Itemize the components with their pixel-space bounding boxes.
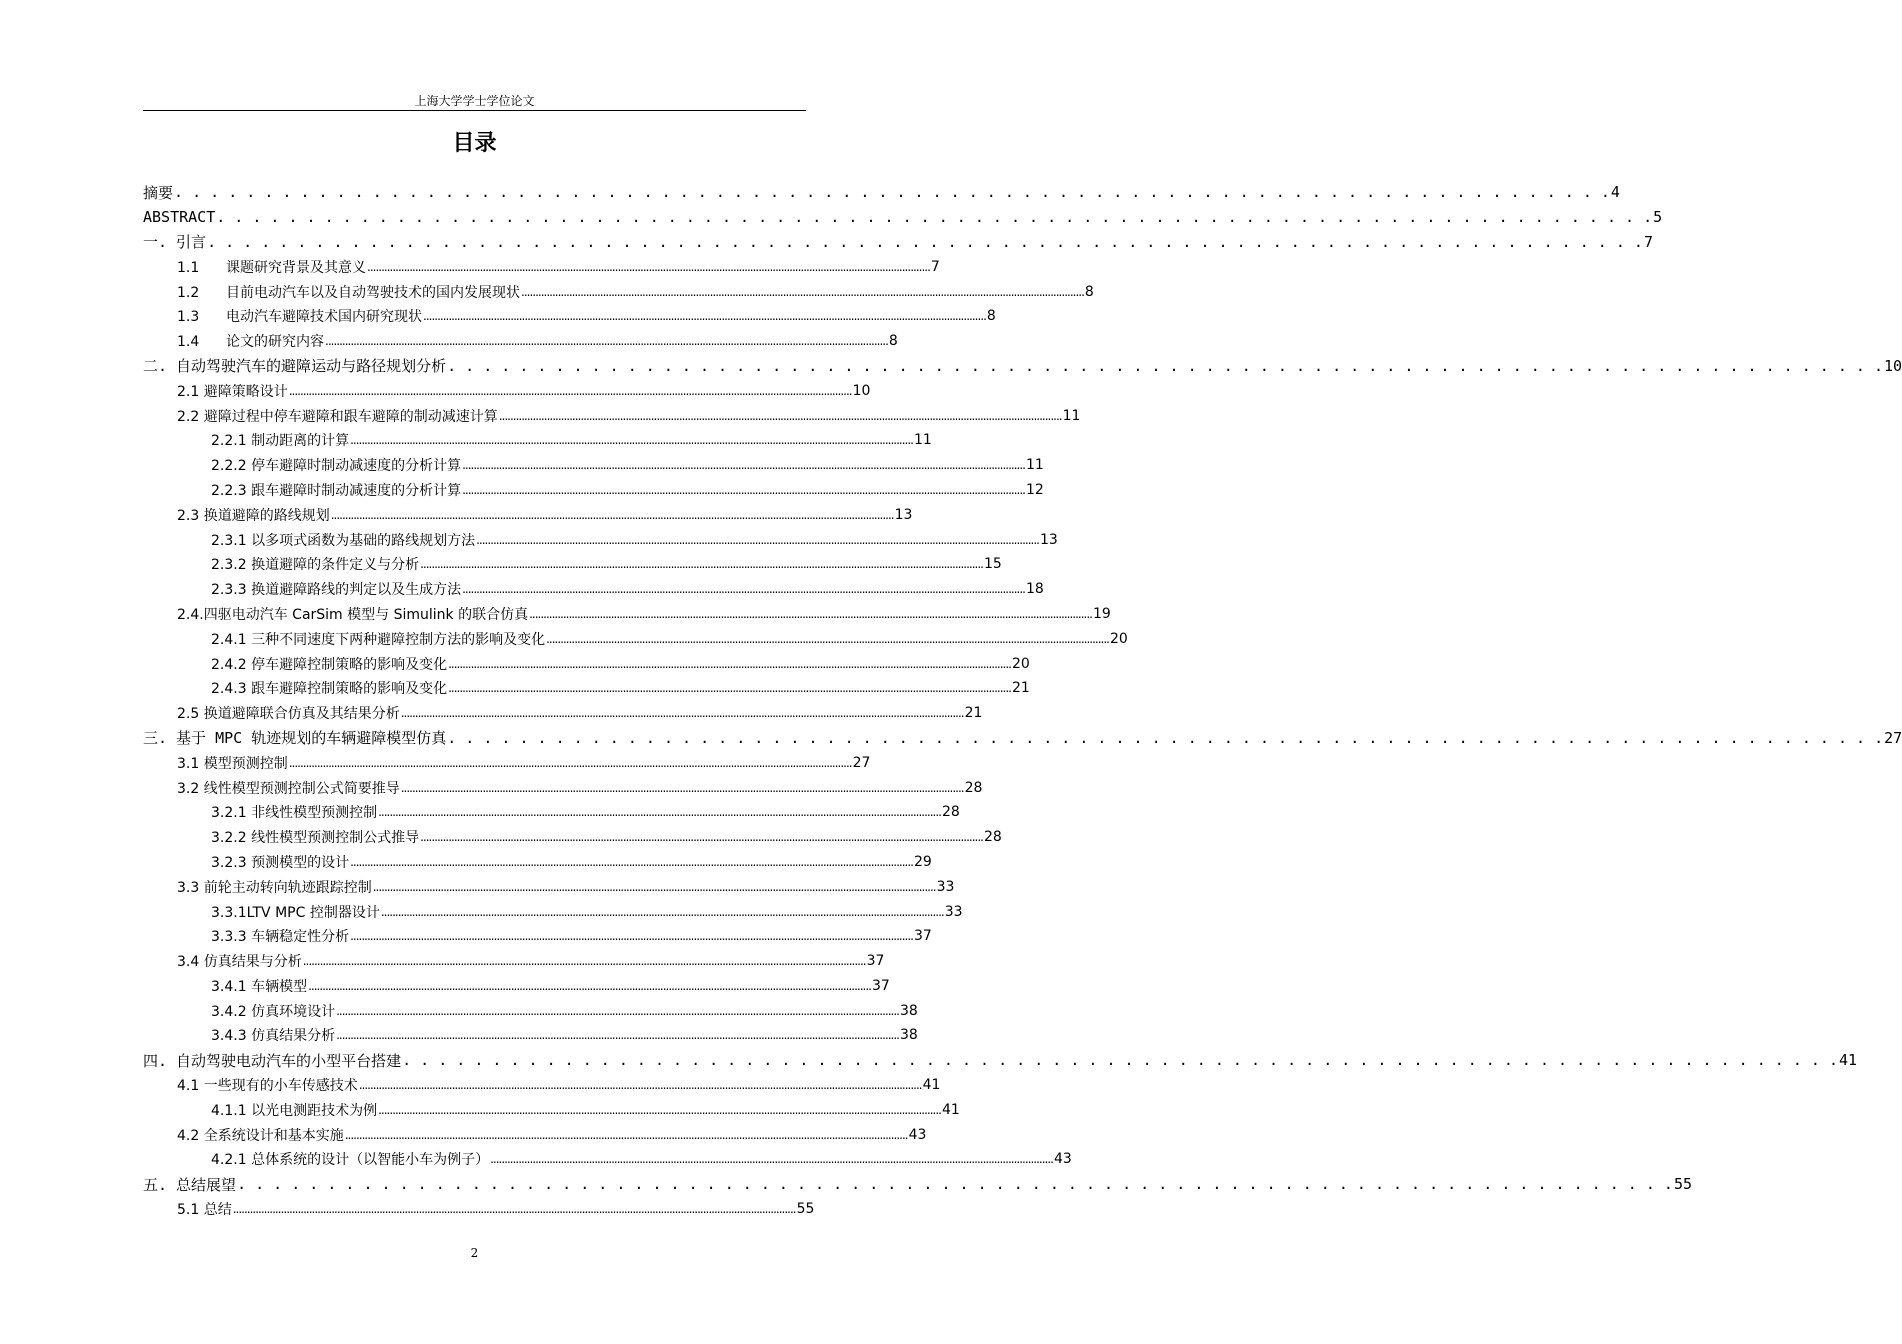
toc-entry[interactable]	[143, 304, 996, 329]
dot-leader: ........................................................................................................................................................................................................	[498, 408, 1062, 423]
toc-entry[interactable]	[143, 1073, 941, 1098]
toc-entry-page: 41	[1838, 1051, 1858, 1070]
toc-entry-label: 3.3.1LTV MPC 控制器设计	[211, 904, 380, 921]
toc-entry-page: 13	[1039, 531, 1058, 548]
toc-entry-label: 3.2.1 非线性模型预测控制	[211, 805, 378, 822]
toc-entry-label: 摘要	[143, 183, 174, 202]
toc-entry[interactable]	[143, 949, 885, 974]
toc-entry-page: 33	[936, 878, 955, 895]
toc-entry[interactable]	[143, 552, 1002, 577]
toc-title: 目录	[452, 131, 497, 156]
toc-entry-label: 4.1 一些现有的小车传感技术	[177, 1078, 358, 1095]
toc-entry-page: 21	[1011, 680, 1030, 697]
toc-entry-title	[177, 753, 288, 773]
toc-entry-page: 20	[1109, 630, 1128, 647]
toc-entry-label: 2.1 避障策略设计	[177, 383, 288, 400]
toc-entry-number: 1.4	[177, 334, 200, 351]
dot-leader: . . . . . . . . . . . . . . . . . . . . . . . . . . . . . . . . . . . . . . . . . . . . . . . . . . . . . . . . . . . . . . . . . . . . . . . . . . . . . . . .	[237, 1175, 1673, 1194]
dot-leader: ........................................................................................................................................................................................................	[546, 631, 1109, 646]
dot-leader: ........................................................................................................................................................................................................	[336, 1028, 899, 1043]
toc-entry-page: 41	[941, 1101, 960, 1118]
dot-leader: ........................................................................................................................................................................................................	[462, 458, 1025, 473]
toc-entry-label: 2.4.1 三种不同速度下两种避障控制方法的影响及变化	[211, 631, 546, 648]
dot-leader: . . . . . . . . . . . . . . . . . . . . . . . . . . . . . . . . . . . . . . . . . . . . . . . . . . . . . . . . . . . . . . . . . . . . . . . . . . . . . . . .	[402, 1051, 1838, 1070]
toc-entry-label: 3.2 线性模型预测控制公式简要推导	[177, 780, 400, 797]
toc-entry-number: 1.1	[177, 259, 200, 276]
dot-leader: ........................................................................................................................................................................................................	[372, 879, 936, 894]
dot-leader: ........................................................................................................................................................................................................	[448, 656, 1011, 671]
toc-entry-page: 55	[796, 1201, 815, 1218]
toc-entry-title	[177, 331, 324, 351]
dot-leader: ........................................................................................................................................................................................................	[420, 830, 983, 845]
toc-entry-page: 11	[913, 432, 932, 449]
toc-entry-page: 43	[908, 1126, 927, 1143]
toc-entry-title	[177, 604, 528, 624]
toc-entry-title	[211, 678, 447, 698]
page-number: 2	[470, 1246, 479, 1260]
dot-leader: ........................................................................................................................................................................................................	[344, 1127, 908, 1142]
dot-leader: ........................................................................................................................................................................................................	[350, 929, 913, 944]
toc-entry-title	[211, 554, 419, 574]
toc-entry[interactable]	[143, 577, 1044, 602]
toc-entry-title	[177, 951, 302, 971]
toc-entry-label: 2.5 换道避障联合仿真及其结果分析	[177, 706, 400, 723]
toc-entry-label: 2.3.2 换道避障的条件定义与分析	[211, 557, 420, 574]
toc-entry-label: 3.3.3 车辆稳定性分析	[211, 929, 350, 946]
toc-entry[interactable]	[143, 527, 1058, 552]
dot-leader: ........................................................................................................................................................................................................	[336, 1003, 899, 1018]
toc-entry-title	[211, 654, 447, 674]
toc-entry-page: 28	[941, 804, 960, 821]
toc-entry-title	[143, 208, 215, 226]
toc-entry-page: 21	[964, 705, 983, 722]
toc-entry[interactable]	[143, 874, 955, 899]
toc-entry-title	[177, 1125, 344, 1145]
toc-entry-page: 37	[871, 977, 890, 994]
toc-entry-page: 29	[913, 853, 932, 870]
toc-entry-page: 55	[1673, 1175, 1693, 1194]
toc-entry[interactable]	[143, 254, 940, 279]
toc-entry-page: 20	[1011, 655, 1030, 672]
toc-entry-page: 10	[1883, 356, 1902, 375]
dot-leader: . . . . . . . . . . . . . . . . . . . . . . . . . . . . . . . . . . . . . . . . . . . . . . . . . . . . . . . . . . . . . . . . . . . . . . . . . . . . . . . .	[447, 356, 1883, 375]
toc-entry-title	[177, 257, 366, 277]
toc-entry[interactable]	[143, 1048, 1858, 1073]
toc-entry-page: 7	[930, 258, 940, 275]
toc-entry-page: 8	[888, 333, 898, 350]
toc-entry-title	[211, 902, 380, 922]
dot-leader: ........................................................................................................................................................................................................	[400, 780, 964, 795]
toc-entry-label: 2.3.3 换道避障路线的判定以及生成方法	[211, 582, 462, 599]
toc-entry[interactable]	[143, 775, 983, 800]
toc-entry[interactable]	[143, 899, 963, 924]
toc-entry-label: 四. 自动驾驶电动汽车的小型平台搭建	[143, 1051, 402, 1070]
toc-entry[interactable]	[143, 1197, 815, 1222]
toc-entry-title	[177, 877, 372, 897]
toc-entry-page: 41	[922, 1077, 941, 1094]
toc-entry-title	[211, 1001, 335, 1021]
toc-entry-label: 5.1 总结	[177, 1202, 232, 1219]
dot-leader: ........................................................................................................................................................................................................	[490, 1152, 1053, 1167]
toc-entry-title	[211, 827, 419, 847]
toc-entry[interactable]	[143, 453, 1044, 478]
toc-entry-label: 2.2.3 跟车避障时制动减速度的分析计算	[211, 482, 462, 499]
toc-entry[interactable]	[143, 974, 890, 999]
toc-entry[interactable]	[143, 701, 983, 726]
toc-entry-title	[211, 926, 349, 946]
dot-leader: ........................................................................................................................................................................................................	[476, 532, 1039, 547]
toc-entry-title	[211, 430, 349, 450]
toc-entry-title	[211, 455, 461, 475]
toc-entry[interactable]	[143, 602, 1111, 627]
toc-entry-title	[177, 406, 498, 426]
header-rule	[143, 110, 806, 111]
toc-entry-page: 27	[852, 754, 871, 771]
toc-entry[interactable]	[143, 1172, 1693, 1197]
toc-entry[interactable]	[143, 1122, 927, 1147]
dot-leader: ........................................................................................................................................................................................................	[288, 755, 852, 770]
toc-entry[interactable]	[143, 478, 1044, 503]
toc-entry-title	[177, 1075, 358, 1095]
toc-entry-label: 2.4.四驱电动汽车 CarSim 模型与 Simulink 的联合仿真	[177, 606, 529, 623]
dot-leader: ........................................................................................................................................................................................................	[350, 854, 913, 869]
dot-leader: ........................................................................................................................................................................................................	[420, 557, 983, 572]
toc-entry-page: 37	[913, 928, 932, 945]
toc-entry-title	[143, 727, 446, 748]
toc-entry-page: 33	[944, 903, 963, 920]
toc-entry-title	[211, 480, 461, 500]
toc-entry-title	[177, 306, 422, 326]
toc-entry-page: 13	[894, 506, 913, 523]
toc-entry-page: 28	[983, 829, 1002, 846]
toc-entry-label: 二. 自动驾驶汽车的避障运动与路径规划分析	[143, 357, 447, 376]
toc-entry-title	[211, 852, 349, 872]
dot-leader: ........................................................................................................................................................................................................	[423, 309, 986, 324]
toc-entry-page: 10	[852, 382, 871, 399]
toc-entry[interactable]	[143, 378, 871, 403]
dot-leader: ........................................................................................................................................................................................................	[380, 904, 944, 919]
toc-entry[interactable]	[143, 180, 1620, 205]
toc-entry[interactable]	[143, 329, 898, 354]
toc-entry[interactable]	[143, 428, 932, 453]
toc-entry-page: 18	[1025, 581, 1044, 598]
toc-entry[interactable]	[143, 205, 1663, 230]
toc-entry-title	[143, 1050, 401, 1071]
toc-entry-label: 目前电动汽车以及自动驾驶技术的国内发展现状	[226, 284, 520, 301]
toc-entry-label: 3.4.2 仿真环境设计	[211, 1003, 336, 1020]
toc-entry-label: 4.2 全系统设计和基本实施	[177, 1127, 344, 1144]
toc-entry-title	[143, 182, 173, 203]
toc-entry-label: 3.1 模型预测控制	[177, 755, 288, 772]
dot-leader: ........................................................................................................................................................................................................	[521, 284, 1084, 299]
toc-entry-page: 19	[1092, 605, 1111, 622]
toc-entry-page: 12	[1025, 481, 1044, 498]
dot-leader: ........................................................................................................................................................................................................	[325, 334, 888, 349]
toc-entry-title	[177, 381, 288, 401]
toc-entry[interactable]	[143, 998, 918, 1023]
dot-leader: ........................................................................................................................................................................................................	[462, 582, 1025, 597]
dot-leader: . . . . . . . . . . . . . . . . . . . . . . . . . . . . . . . . . . . . . . . . . . . . . . . . . . . . . . . . . . . . . . . . . . . . . . . . . . . . . . . .	[216, 208, 1653, 227]
dot-leader: ........................................................................................................................................................................................................	[330, 507, 894, 522]
dot-leader: ........................................................................................................................................................................................................	[288, 383, 852, 398]
toc-entry-title	[177, 505, 330, 525]
toc-entry[interactable]	[143, 1147, 1072, 1172]
toc-entry-number: 1.3	[177, 309, 200, 326]
toc-entry-label: 2.2.2 停车避障时制动减速度的分析计算	[211, 458, 462, 475]
toc-entry[interactable]	[143, 726, 1902, 751]
toc-entry[interactable]	[143, 750, 871, 775]
toc-entry[interactable]	[143, 676, 1030, 701]
dot-leader: ........................................................................................................................................................................................................	[378, 1102, 941, 1117]
toc-entry-page: 37	[866, 953, 885, 970]
dot-leader: ........................................................................................................................................................................................................	[232, 1202, 796, 1217]
table-of-contents	[143, 180, 1902, 1221]
dot-leader: ........................................................................................................................................................................................................	[529, 606, 1092, 621]
toc-entry-label: ABSTRACT	[143, 208, 216, 227]
toc-entry[interactable]	[143, 825, 1002, 850]
toc-entry-label: 3.4.3 仿真结果分析	[211, 1028, 336, 1045]
dot-leader: ........................................................................................................................................................................................................	[448, 681, 1011, 696]
dot-leader: . . . . . . . . . . . . . . . . . . . . . . . . . . . . . . . . . . . . . . . . . . . . . . . . . . . . . . . . . . . . . . . . . . . . . . . . . . . . . . . .	[447, 728, 1884, 747]
toc-entry-title	[211, 1149, 489, 1169]
toc-entry[interactable]	[143, 924, 932, 949]
toc-entry-title	[177, 282, 520, 302]
toc-entry-number: 1.2	[177, 284, 200, 301]
toc-entry-page: 8	[1084, 283, 1094, 300]
toc-entry-label: 2.3 换道避障的路线规划	[177, 507, 330, 524]
dot-leader: ........................................................................................................................................................................................................	[358, 1078, 922, 1093]
toc-entry-title	[211, 802, 377, 822]
dot-leader: ........................................................................................................................................................................................................	[350, 433, 913, 448]
toc-entry-page: 38	[899, 1027, 918, 1044]
toc-entry-label: 3.2.3 预测模型的设计	[211, 854, 350, 871]
running-header: 上海大学学士学位论文	[414, 94, 535, 108]
toc-entry-title	[177, 1199, 232, 1219]
toc-entry-label: 2.2.1 制动距离的计算	[211, 433, 350, 450]
toc-entry-label: 4.1.1 以光电测距技术为例	[211, 1102, 378, 1119]
toc-entry[interactable]	[143, 800, 960, 825]
toc-entry-title	[177, 703, 400, 723]
toc-entry-page: 38	[899, 1002, 918, 1019]
toc-entry-page: 43	[1053, 1151, 1072, 1168]
dot-leader: ........................................................................................................................................................................................................	[378, 805, 941, 820]
toc-entry-title	[143, 1174, 236, 1195]
toc-entry-title	[177, 778, 400, 798]
toc-entry-page: 11	[1025, 457, 1044, 474]
dot-leader: ........................................................................................................................................................................................................	[367, 259, 930, 274]
dot-leader: . . . . . . . . . . . . . . . . . . . . . . . . . . . . . . . . . . . . . . . . . . . . . . . . . . . . . . . . . . . . . . . . . . . . . . . . . . . . . . . .	[174, 183, 1610, 202]
toc-entry[interactable]	[143, 279, 1094, 304]
toc-entry[interactable]	[143, 354, 1902, 379]
toc-entry-page: 15	[983, 556, 1002, 573]
toc-entry-page: 11	[1062, 407, 1081, 424]
toc-entry-page: 27	[1884, 728, 1902, 747]
toc-entry[interactable]	[143, 1023, 918, 1048]
toc-entry-label: 课题研究背景及其意义	[226, 259, 366, 276]
toc-entry-label: 4.2.1 总体系统的设计（以智能小车为例子）	[211, 1152, 490, 1169]
toc-entry-label: 一. 引言	[143, 233, 207, 252]
toc-entry[interactable]	[143, 403, 1081, 428]
toc-entry-label: 2.3.1 以多项式函数为基础的路线规划方法	[211, 532, 476, 549]
toc-entry[interactable]	[143, 502, 913, 527]
toc-entry[interactable]	[143, 230, 1653, 255]
toc-entry-label: 2.2 避障过程中停车避障和跟车避障的制动减速计算	[177, 408, 498, 425]
toc-entry-title	[211, 976, 307, 996]
toc-entry-label: 五. 总结展望	[143, 1175, 237, 1194]
toc-entry[interactable]	[143, 651, 1030, 676]
toc-entry[interactable]	[143, 626, 1128, 651]
toc-entry-title	[211, 1025, 335, 1045]
toc-entry-title	[211, 579, 461, 599]
toc-entry-label: 2.4.3 跟车避障控制策略的影响及变化	[211, 681, 448, 698]
dot-leader: . . . . . . . . . . . . . . . . . . . . . . . . . . . . . . . . . . . . . . . . . . . . . . . . . . . . . . . . . . . . . . . . . . . . . . . . . . . . . . . .	[207, 232, 1643, 251]
toc-entry-page: 4	[1610, 183, 1620, 202]
toc-entry-page: 8	[986, 308, 996, 325]
dot-leader: ........................................................................................................................................................................................................	[400, 706, 964, 721]
dot-leader: ........................................................................................................................................................................................................	[308, 978, 871, 993]
toc-entry-title	[211, 530, 475, 550]
toc-entry-title	[143, 355, 446, 376]
toc-entry[interactable]	[143, 1097, 960, 1122]
toc-entry-label: 3.4.1 车辆模型	[211, 978, 308, 995]
toc-entry-label: 论文的研究内容	[226, 334, 324, 351]
toc-entry[interactable]	[143, 850, 932, 875]
toc-entry-label: 3.3 前轮主动转向轨迹跟踪控制	[177, 879, 372, 896]
toc-entry-label: 电动汽车避障技术国内研究现状	[226, 309, 422, 326]
toc-entry-title	[211, 629, 545, 649]
toc-entry-label: 3.2.2 线性模型预测控制公式推导	[211, 830, 420, 847]
dot-leader: ........................................................................................................................................................................................................	[462, 482, 1025, 497]
toc-entry-label: 3.4 仿真结果与分析	[177, 954, 302, 971]
dot-leader: ........................................................................................................................................................................................................	[302, 954, 866, 969]
toc-entry-page: 5	[1653, 208, 1663, 227]
toc-entry-page: 28	[964, 779, 983, 796]
toc-entry-label: 2.4.2 停车避障控制策略的影响及变化	[211, 656, 448, 673]
toc-entry-title	[143, 231, 206, 252]
toc-entry-page: 7	[1643, 232, 1653, 251]
toc-entry-title	[211, 1100, 377, 1120]
toc-entry-label: 三. 基于 MPC 轨迹规划的车辆避障模型仿真	[143, 729, 447, 748]
